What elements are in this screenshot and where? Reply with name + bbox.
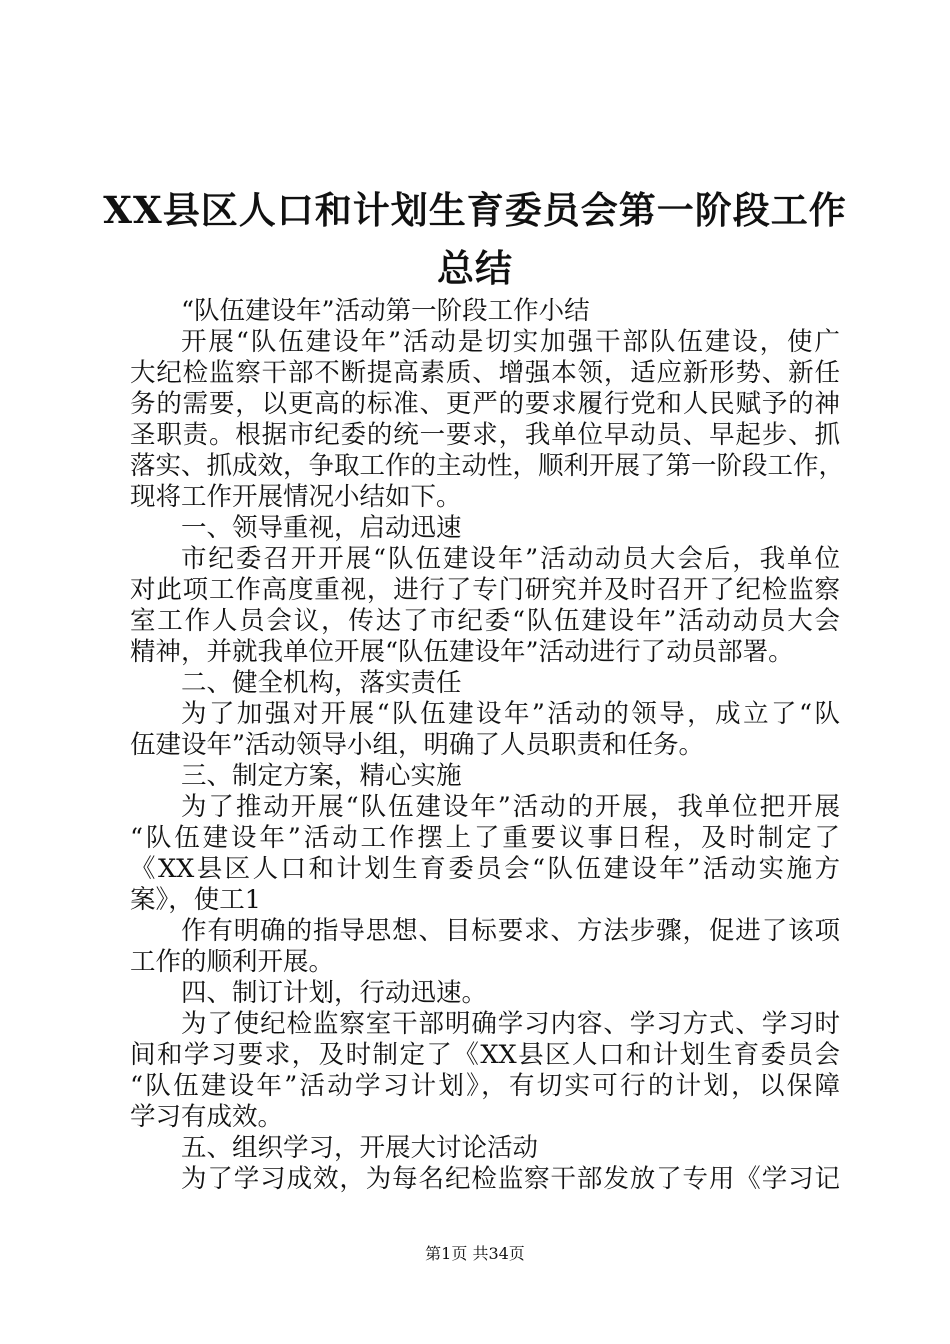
body-line: 现将工作开展情况小结如下。: [130, 482, 462, 512]
body-line: 为了使纪检监察室干部明确学习内容、学习方式、学习时: [181, 1009, 840, 1039]
body-line: 市纪委召开开展“队伍建设年”活动动员大会后，我单位: [181, 544, 840, 574]
body-line: 间和学习要求，及时制定了《XX县区人口和计划生育委员会: [130, 1040, 840, 1070]
body-line: 五、组织学习，开展大讨论活动: [181, 1133, 539, 1163]
body-line: 务的需要，以更高的标准、更严的要求履行党和人民赋予的神: [130, 389, 840, 419]
document-title-line1: XX县区人口和计划生育委员会第一阶段工作: [103, 188, 847, 232]
page-footer: 第1页 共34页: [425, 1244, 525, 1263]
body-line: 为了推动开展“队伍建设年”活动的开展，我单位把开展: [181, 792, 840, 822]
document-title-line2: 总结: [437, 246, 513, 290]
body-line: 一、领导重视，启动迅速: [181, 513, 462, 543]
body-line: 《XX县区人口和计划生育委员会“队伍建设年”活动实施方: [130, 854, 840, 884]
body-line: 二、健全机构，落实责任: [181, 668, 462, 698]
body-line: 开展“队伍建设年”活动是切实加强干部队伍建设，使广: [181, 327, 840, 357]
body-line: 精神，并就我单位开展“队伍建设年”活动进行了动员部署。: [130, 637, 794, 667]
body-line: 落实、抓成效，争取工作的主动性，顺利开展了第一阶段工作，: [130, 451, 845, 481]
body-line: 案》，使工1: [130, 885, 261, 915]
body-line: “队伍建设年”活动学习计划》，有切实可行的计划，以保障: [130, 1071, 840, 1101]
body-line: “队伍建设年”活动第一阶段工作小结: [181, 296, 590, 326]
body-line: 四、制订计划，行动迅速。: [181, 978, 488, 1008]
body-line: “队伍建设年”活动工作摆上了重要议事日程，及时制定了: [130, 823, 840, 853]
body-line: 作有明确的指导思想、目标要求、方法步骤，促进了该项: [181, 916, 840, 946]
body-line: 室工作人员会议，传达了市纪委“队伍建设年”活动动员大会: [130, 606, 840, 636]
body-line: 伍建设年”活动领导小组，明确了人员职责和任务。: [130, 730, 705, 760]
body-line: 大纪检监察干部不断提高素质、增强本领，适应新形势、新任: [130, 358, 840, 388]
body-line: 对此项工作高度重视，进行了专门研究并及时召开了纪检监察: [130, 575, 840, 605]
body-line: 圣职责。根据市纪委的统一要求，我单位早动员、早起步、抓: [130, 420, 840, 450]
body-line: 为了学习成效，为每名纪检监察干部发放了专用《学习记: [181, 1164, 840, 1194]
document-body: [130, 296, 845, 1195]
body-line: 为了加强对开展“队伍建设年”活动的领导，成立了“队: [181, 699, 840, 729]
body-line: 学习有成效。: [130, 1102, 284, 1132]
body-line: 工作的顺利开展。: [130, 947, 335, 977]
body-line: 三、制定方案，精心实施: [181, 761, 462, 791]
